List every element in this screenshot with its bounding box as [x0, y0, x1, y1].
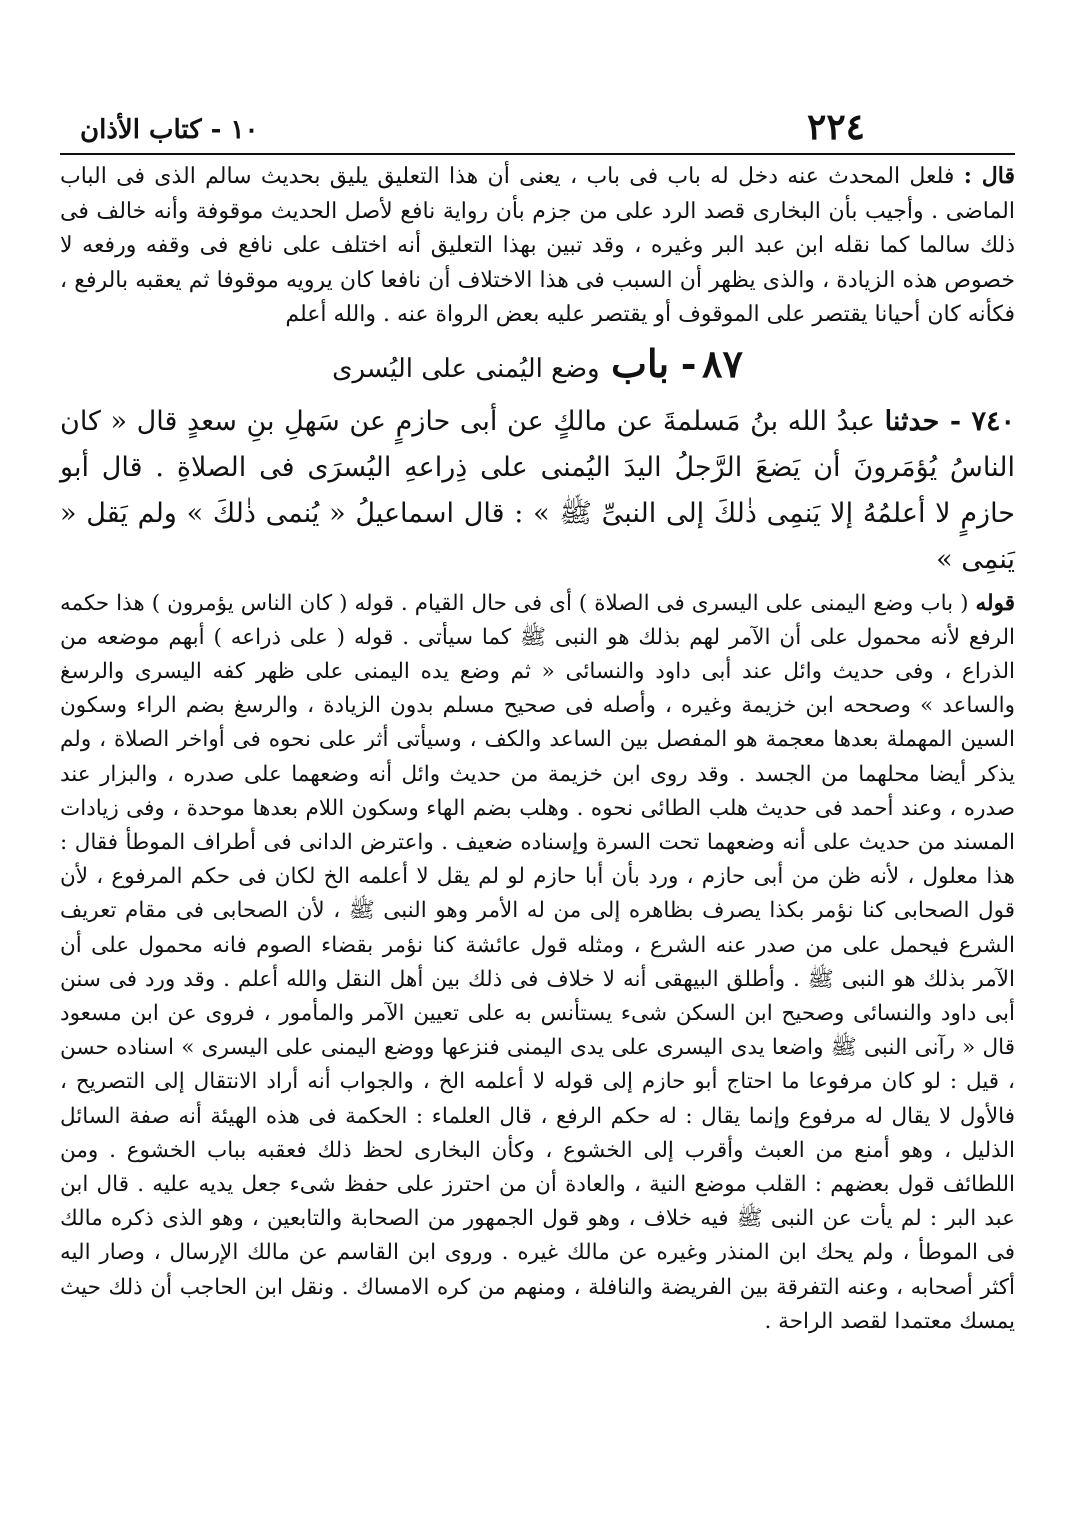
hadith-text	[60, 399, 1015, 583]
commentary-lead: قوله	[975, 590, 1015, 616]
page-number: ٢٢٤	[806, 106, 865, 148]
chapter-number: ٨٧	[702, 340, 743, 386]
chapter-word: باب	[611, 340, 670, 386]
hadith-body: عبدُ الله بنُ مَسلمةَ عن مالكٍ عن أبى حازمٍ عن سَهلِ بنِ سعدٍ قال « كان الناسُ يُؤمَرونَ أن يَضعَ الرَّجلُ اليدَ اليُمنى على ذِراعهِ اليُسرَى فى الصلاةِ . قال أبو حازمٍ لا أعلمُهُ إلا يَنمِى ذٰلكَ إلى النبىِّ ﷺ » : قال اسماعيلُ « يُنمى ذٰلكَ » ولم يَقل « يَنمِى »	[60, 405, 1015, 575]
header-rule	[60, 153, 1015, 155]
commentary-body: ( باب وضع اليمنى على اليسرى فى الصلاة ) أى فى حال القيام . قوله ( كان الناس يؤمرون ) هذا حكمه الرفع لأنه محمول على أن الآمر لهم بذلك هو النبى ﷺ كما سيأتى . قوله ( على ذراعه ) أبهم موضعه من الذراع ، وفى حديث وائل عند أبى داود والنسائى « ثم وضع يده اليمنى على ظهر كفه اليسرى والرسغ والساعد » وصححه ابن خزيمة وغيره ، وأصله فى صحيح مسلم بدون الزيادة ، والرسغ بضم الراء وسكون السين المهملة بعدها معجمة هو المفصل بين الساعد والكف ، وسيأتى أثر على نحوه فى أواخر الصلاة ، ولم يذكر أيضا محلهما من الجسد . وقد روى ابن خزيمة من حديث وائل أنه وضعهما على صدره ، والبزار عند صدره ، وعند أحمد فى حديث هلب الطائى نحوه . وهلب بضم الهاء وسكون اللام بعدها موحدة ، وفى زيادات المسند من حديث على أنه وضعهما تحت السرة وإسناده ضعيف . واعترض الدانى فى أطراف الموطأ فقال : هذا معلول ، لأنه ظن من أبى حازم ، ورد بأن أبا حازم لو لم يقل لا أعلمه الخ لكان فى حكم المرفوع ، لأن قول الصحابى كنا نؤمر بكذا يصرف بظاهره إلى من له الأمر وهو النبى ﷺ ، لأن الصحابى فى مقام تعريف الشرع فيحمل على من صدر عنه الشرع ، ومثله قول عائشة كنا نؤمر بقضاء الصوم فانه محمول على أن الآمر بذلك هو النبى ﷺ . وأطلق البيهقى أنه لا خلاف فى ذلك بين أهل النقل والله أعلم . وقد ورد فى سنن أبى داود والنسائى وصحيح ابن السكن شىء يستأنس به على تعيين الآمر والمأمور ، فروى عن ابن مسعود قال « رآنى النبى ﷺ واضعا يدى اليسرى على يدى اليمنى فنزعها ووضع اليمنى على اليسرى » اسناده حسن ، قيل : لو كان مرفوعا ما احتاج أبو حازم إلى قوله لا أعلمه الخ ، والجواب أنه أراد الانتقال إلى التصريح ، فالأول لا يقال له مرفوع وإنما يقال : له حكم الرفع ، قال العلماء : الحكمة فى هذه الهيئة أنه صفة السائل الذليل ، وهو أمنع من العبث وأقرب إلى الخشوع ، وكأن البخارى لحظ ذلك فعقبه بباب الخشوع . ومن اللطائف قول بعضهم : القلب موضع النية ، والعادة أن من احترز على حفظ شىء جعل يديه عليه . قال ابن عبد البر : لم يأت عن النبى ﷺ فيه خلاف ، وهو قول الجمهور من الصحابة والتابعين ، وهو الذى ذكره مالك فى الموطأ ، ولم يحك ابن المنذر وغيره عن مالك غيره . وروى ابن القاسم عن مالك الإرسال ، وصار اليه أكثر أصحابه ، وعنه التفرقة بين الفريضة والنافلة ، ومنهم من كره الامساك . ونقل ابن الحاجب أن ذلك حيث يمسك معتمدا لقصد الراحة .	[60, 590, 1015, 1334]
running-title: ١٠ - كتاب الأذان	[80, 115, 259, 145]
intro-paragraph	[60, 159, 1015, 333]
chapter-dash: -	[680, 340, 697, 386]
running-head	[60, 95, 1015, 147]
commentary-paragraph	[60, 587, 1015, 1339]
intro-lead: قال :	[963, 163, 1015, 189]
book-page	[60, 95, 1015, 1339]
chapter-title: وضع اليُمنى على اليُسرى	[332, 353, 600, 384]
hadith-lead: ٧٤٠ - حدثنا	[884, 405, 1015, 437]
chapter-heading	[60, 341, 1015, 395]
intro-text: فلعل المحدث عنه دخل له باب فى باب ، يعنى أن هذا التعليق يليق بحديث سالم الذى فى الباب الماضى . وأجيب بأن البخارى قصد الرد على من جزم بأن رواية نافع لأصل الحديث موقوفة وأنه خالف فى ذلك سالما كما نقله ابن عبد البر وغيره ، وقد تبين بهذا التعليق أنه اختلف على نافع فى وقفه ورفعه لا خصوص هذه الزيادة ، والذى يظهر أن السبب فى هذا الاختلاف أن نافعا كان يرويه موقوفا ثم يعقبه بالرفع ، فكأنه كان أحيانا يقتصر على الموقوف أو يقتصر عليه بعض الرواة عنه . والله أعلم	[60, 164, 1015, 327]
